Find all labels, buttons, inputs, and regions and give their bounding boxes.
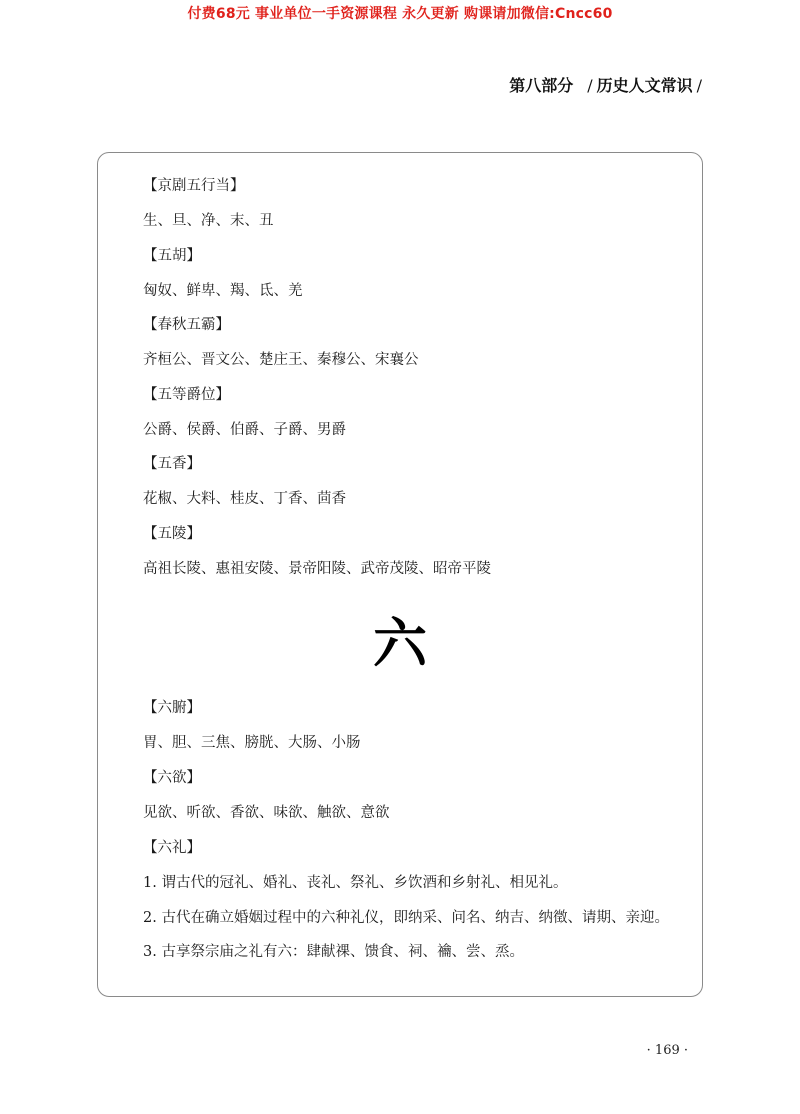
chapter-numeral: 六: [373, 611, 427, 675]
list-item-liuli-2: 2. 古代在确立婚姻过程中的六种礼仪，即纳采、问名、纳吉、纳徵、请期、亲迎。: [143, 910, 669, 926]
section-heading-wuhu: 【五胡】: [143, 248, 201, 264]
section-heading-wuling: 【五陵】: [143, 526, 201, 542]
section-heading-liuli: 【六礼】: [143, 840, 201, 856]
header-separator: /: [587, 76, 593, 95]
section-heading-jueyi: 【五等爵位】: [143, 387, 230, 403]
section-text-wuxiang: 花椒、大料、桂皮、丁香、茴香: [143, 491, 346, 507]
section-text-jueyi: 公爵、侯爵、伯爵、子爵、男爵: [143, 422, 346, 438]
list-item-liuli-3: 3. 古享祭宗庙之礼有六：肆献祼、馈食、祠、禴、尝、烝。: [143, 944, 524, 960]
section-text-chunqiu: 齐桓公、晋文公、楚庄王、秦穆公、宋襄公: [143, 352, 419, 368]
watermark-banner: 付费68元 事业单位一手资源课程 永久更新 购课请加微信:Cncc60: [187, 6, 613, 22]
section-heading-liufu: 【六腑】: [143, 700, 201, 716]
section-heading-jingju: 【京剧五行当】: [143, 178, 245, 194]
section-heading-chunqiu: 【春秋五霸】: [143, 317, 230, 333]
chapter-title: 历史人文常识: [596, 76, 693, 95]
section-text-jingju: 生、旦、净、末、丑: [143, 213, 274, 229]
section-text-wuhu: 匈奴、鲜卑、羯、氐、羌: [143, 283, 303, 299]
page-number: · 169 ·: [646, 1043, 688, 1058]
part-label: 第八部分: [509, 76, 574, 95]
running-header: [509, 73, 702, 96]
section-text-wuling: 高祖长陵、惠祖安陵、景帝阳陵、武帝茂陵、昭帝平陵: [143, 561, 491, 577]
header-separator-end: /: [696, 76, 702, 95]
section-text-liufu: 胃、胆、三焦、膀胱、大肠、小肠: [143, 735, 361, 751]
section-heading-liuyu: 【六欲】: [143, 770, 201, 786]
section-text-liuyu: 见欲、听欲、香欲、味欲、触欲、意欲: [143, 805, 390, 821]
list-item-liuli-1: 1. 谓古代的冠礼、婚礼、丧礼、祭礼、乡饮酒和乡射礼、相见礼。: [143, 875, 568, 891]
section-heading-wuxiang: 【五香】: [143, 456, 201, 472]
